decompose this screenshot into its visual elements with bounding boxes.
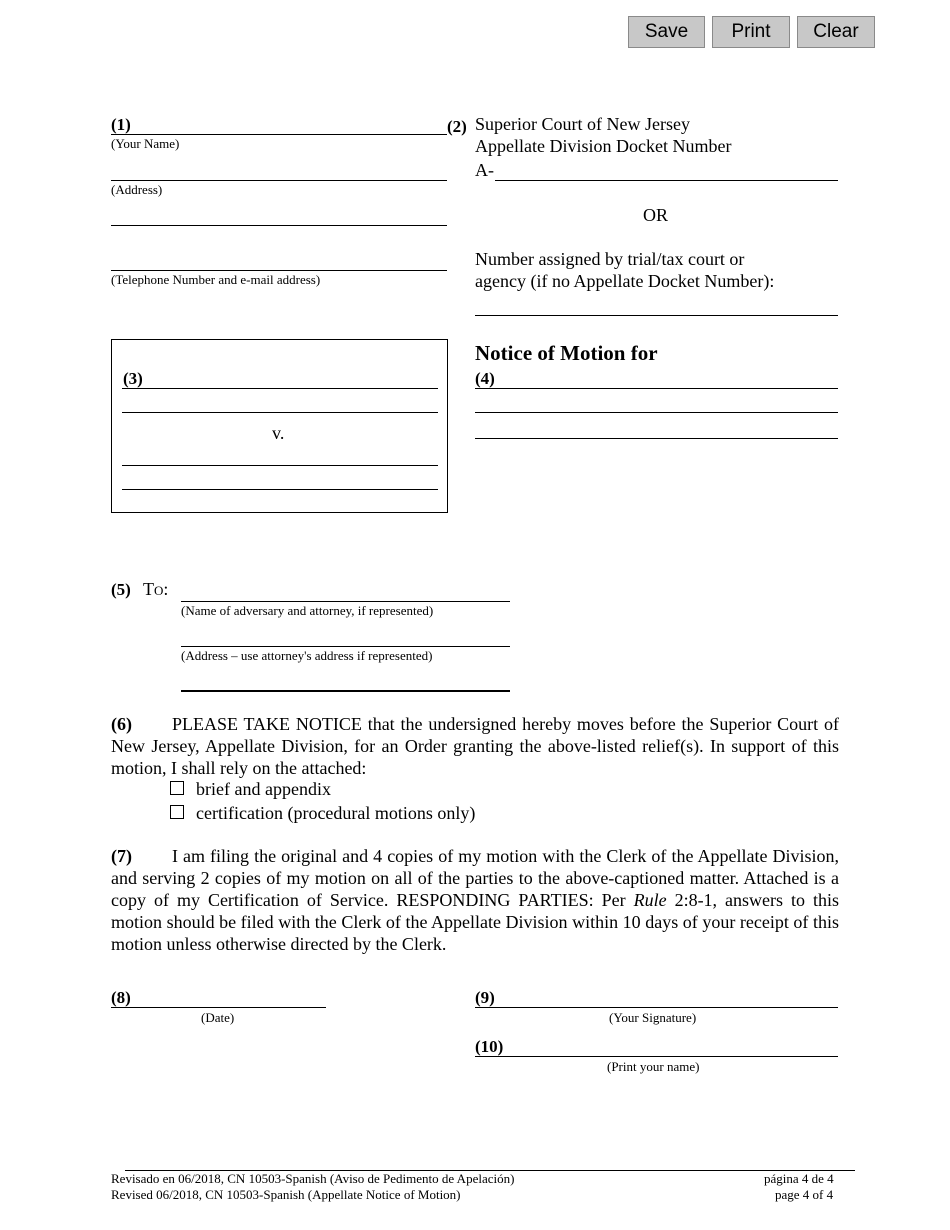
address-caption: (Address)	[111, 182, 163, 197]
your-name-caption: (Your Name)	[111, 136, 180, 151]
plaintiff-input[interactable]	[148, 368, 438, 388]
court-name: Superior Court of New Jersey	[475, 114, 690, 134]
assigned-number-label-2: agency (if no Appellate Docket Number):	[475, 271, 775, 291]
footer-revised-english: Revised 06/2018, CN 10503-Spanish (Appellate Notice of Motion)	[111, 1187, 461, 1202]
footer-page-english: page 4 of 4	[775, 1187, 834, 1202]
footer-revised-spanish: Revisado en 06/2018, CN 10503-Spanish (Aviso de Pedimento de Apelación)	[111, 1171, 515, 1186]
print-name-line	[475, 1056, 838, 1057]
notice-paragraph	[111, 713, 839, 779]
to-label: To:	[143, 579, 169, 599]
option-brief[interactable]	[170, 779, 331, 800]
motion-relief-input[interactable]	[500, 368, 838, 388]
motion-relief-line-3	[475, 438, 838, 439]
or-separator: OR	[643, 205, 669, 225]
telephone-input[interactable]	[111, 250, 447, 270]
defendant-input[interactable]	[122, 445, 438, 465]
plaintiff-line-2	[122, 412, 438, 413]
filing-text-b: 2:8-1, answers to this motion should be filed with the Clerk of the Appellate Division within 10 days of your receipt of this motion unless otherwise directed by the Clerk.	[111, 890, 840, 954]
field-number-10: (10)	[475, 1037, 504, 1056]
docket-prefix: A-	[475, 160, 494, 180]
field-number-5: (5)	[111, 580, 131, 599]
address-input[interactable]	[111, 160, 447, 180]
defendant-input-2[interactable]	[122, 469, 438, 489]
footer-page-spanish: página 4 de 4	[764, 1171, 834, 1186]
field-number-4: (4)	[475, 369, 495, 388]
plaintiff-input-2[interactable]	[122, 392, 438, 412]
field-number-8: (8)	[111, 988, 131, 1007]
versus-label: v.	[272, 423, 285, 443]
field-number-6: (6)	[111, 714, 132, 734]
brief-label: brief and appendix	[196, 779, 331, 799]
notice-of-motion-title: Notice of Motion for	[475, 341, 658, 365]
option-certification[interactable]	[170, 803, 475, 824]
defendant-line-2	[122, 489, 438, 490]
adversary-address-caption: (Address – use attorney's address if represented)	[181, 648, 433, 663]
address-line-2	[111, 225, 447, 226]
docket-number-input[interactable]	[497, 160, 838, 180]
field-number-2: (2)	[447, 117, 467, 136]
motion-relief-line	[475, 388, 838, 389]
adversary-address-line	[181, 646, 510, 647]
filing-text-a: I am filing the original and 4 copies of my motion with the Clerk of the Appellate Division, and serving 2 copies of my motion on all of the parties to the above-captioned matter. Attached is a copy of my Certification of Service. RESPONDING PARTIES: Per	[111, 846, 839, 910]
signature-input[interactable]	[500, 987, 838, 1007]
certification-checkbox[interactable]	[170, 805, 184, 819]
brief-checkbox[interactable]	[170, 781, 184, 795]
address-line	[111, 180, 447, 181]
motion-relief-input-2[interactable]	[475, 392, 838, 412]
adversary-name-input[interactable]	[181, 581, 510, 601]
assigned-number-line	[475, 315, 838, 316]
certification-label: certification (procedural motions only)	[196, 803, 476, 823]
date-input[interactable]	[138, 987, 325, 1007]
your-name-line	[111, 134, 447, 135]
docket-number-line	[495, 180, 838, 181]
adversary-address-input[interactable]	[181, 626, 510, 646]
date-caption: (Date)	[201, 1010, 235, 1025]
docket-number-label: Appellate Division Docket Number	[475, 136, 732, 156]
adversary-name-caption: (Name of adversary and attorney, if represented)	[181, 603, 434, 618]
telephone-caption: (Telephone Number and e-mail address)	[111, 272, 321, 287]
plaintiff-line	[122, 388, 438, 389]
print-button[interactable]: Print	[712, 16, 790, 48]
field-number-3: (3)	[123, 369, 143, 388]
notice-text: PLEASE TAKE NOTICE that the undersigned hereby moves before the Superior Court of New Jersey, Appellate Division, for an Order granting the above-listed relief(s). In support of this motion, I shall rely on the attached:	[111, 714, 839, 778]
date-line	[111, 1007, 326, 1008]
field-number-1: (1)	[111, 115, 131, 134]
telephone-line	[111, 270, 447, 271]
rule-word: Rule	[633, 890, 667, 910]
adversary-address-input-2[interactable]	[181, 670, 510, 690]
field-number-7: (7)	[111, 846, 132, 866]
print-name-caption: (Print your name)	[607, 1059, 700, 1074]
clear-button[interactable]: Clear	[797, 16, 875, 48]
adversary-address-line-2	[181, 690, 510, 692]
your-name-input[interactable]	[135, 114, 445, 134]
assigned-number-input[interactable]	[475, 295, 838, 315]
field-number-9: (9)	[475, 988, 495, 1007]
address-line-2-input[interactable]	[111, 205, 447, 225]
signature-caption: (Your Signature)	[609, 1010, 697, 1025]
motion-relief-input-3[interactable]	[475, 418, 838, 438]
motion-relief-line-2	[475, 412, 838, 413]
signature-line	[475, 1007, 838, 1008]
adversary-name-line	[181, 601, 510, 602]
assigned-number-label-1: Number assigned by trial/tax court or	[475, 249, 745, 269]
filing-paragraph	[111, 845, 839, 955]
save-button[interactable]: Save	[628, 16, 705, 48]
defendant-line	[122, 465, 438, 466]
print-name-input[interactable]	[508, 1036, 838, 1056]
